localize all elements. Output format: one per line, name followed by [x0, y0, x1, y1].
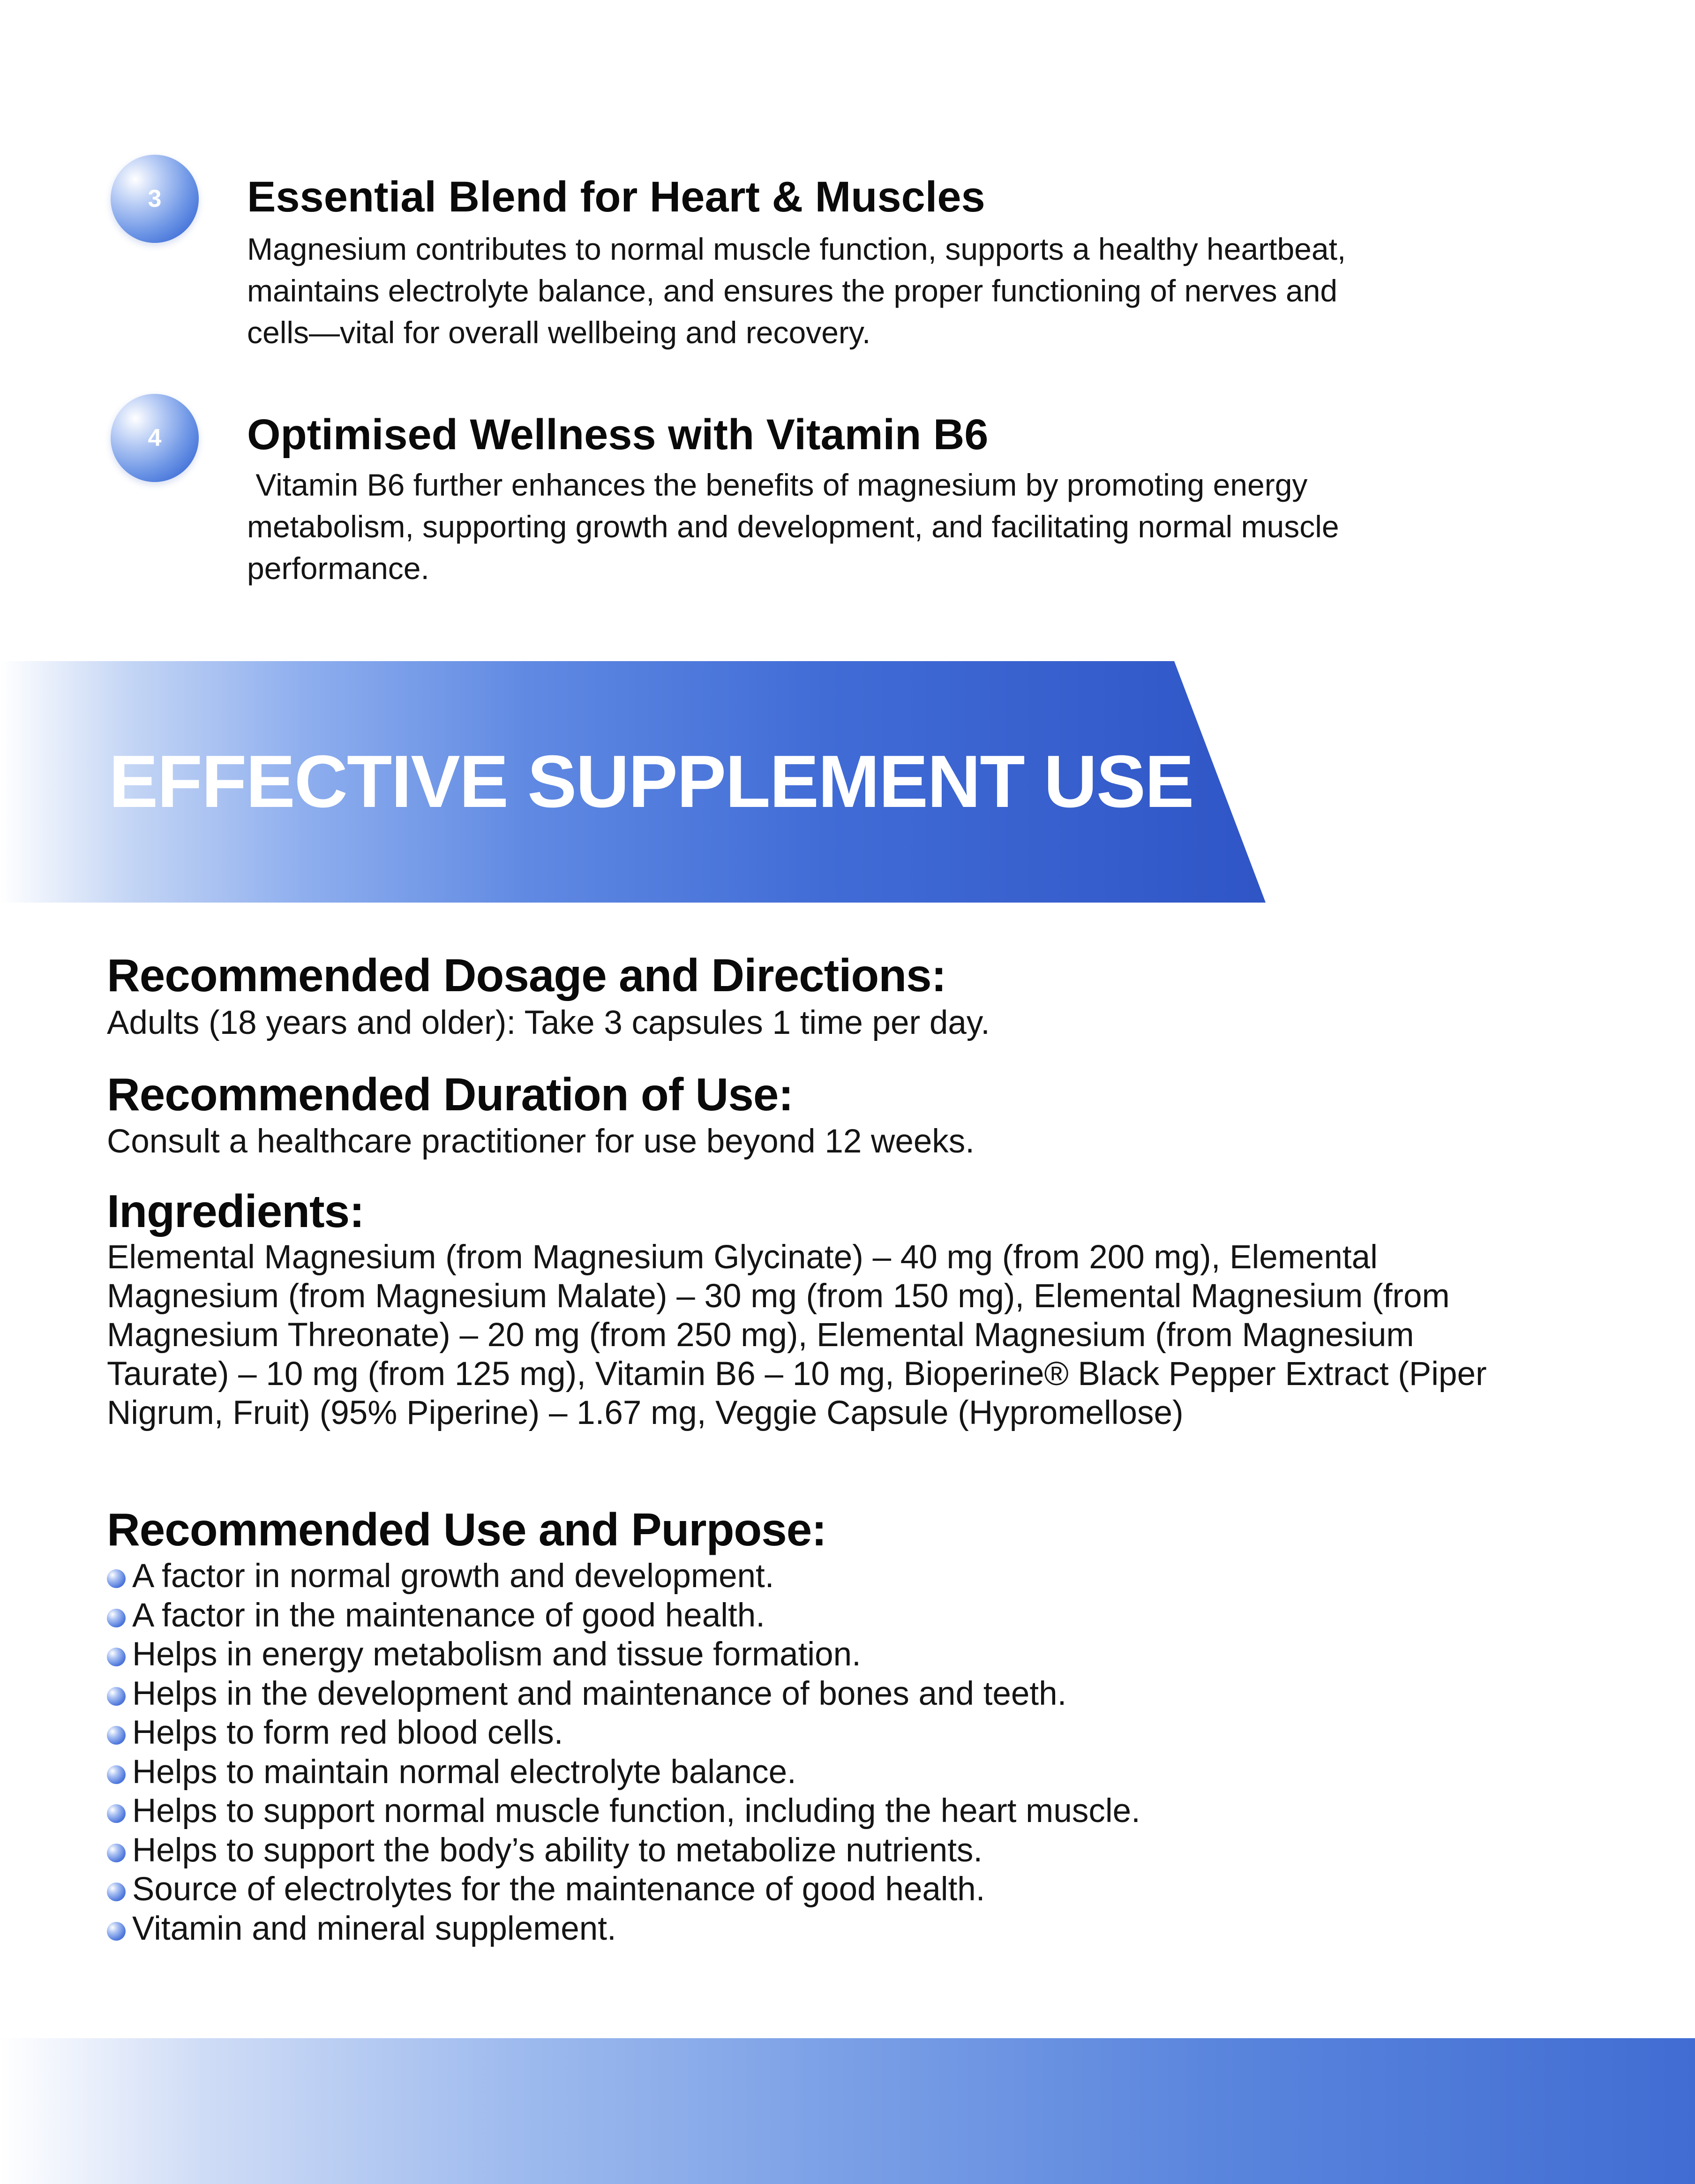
list-item-text: Helps to form red blood cells. [132, 1714, 563, 1751]
bullet-icon [107, 1687, 126, 1706]
list-item [107, 1635, 1140, 1674]
benefit-title: Essential Blend for Heart & Muscles [247, 173, 985, 221]
number-badge-icon [111, 394, 199, 482]
benefit-number: 3 [148, 185, 162, 212]
bullet-icon [107, 1844, 126, 1862]
number-badge-icon [111, 155, 199, 243]
list-item [107, 1753, 1140, 1792]
bullet-icon [107, 1922, 126, 1941]
ingredients-heading: Ingredients: [107, 1185, 364, 1237]
dosage-text: Adults (18 years and older): Take 3 capsules 1 time per day. [107, 1004, 990, 1041]
list-item-text: A factor in normal growth and development. [132, 1558, 774, 1595]
list-item-text: Vitamin and mineral supplement. [132, 1910, 616, 1947]
purpose-list [107, 1557, 1140, 1948]
bullet-icon [107, 1804, 126, 1823]
list-item [107, 1674, 1140, 1714]
benefit-title: Optimised Wellness with Vitamin B6 [247, 411, 989, 459]
footer-gradient-bar [0, 2038, 1695, 2184]
list-item-text: Helps to maintain normal electrolyte balance. [132, 1753, 796, 1791]
list-item [107, 1870, 1140, 1909]
list-item [107, 1792, 1140, 1831]
purpose-heading: Recommended Use and Purpose: [107, 1504, 826, 1555]
bullet-icon [107, 1726, 126, 1745]
bullet-icon [107, 1765, 126, 1784]
dosage-heading: Recommended Dosage and Directions: [107, 949, 946, 1001]
list-item [107, 1713, 1140, 1753]
list-item [107, 1831, 1140, 1870]
ingredients-text: Elemental Magnesium (from Magnesium Glycinate) – 40 mg (from 200 mg), Elemental Magnesium (from Magnesium Malate) – 30 mg (from 150 mg), Elemental Magnesium (from Magnesium Threonate) – 20 mg (from 250 mg), Elemental Magnesium (from Magnesium Taurate) – 10 mg (from 125 mg), Vitamin B6 – 10 mg, Bioperine® Black Pepper Extract (Piper Nigrum, Fruit) (95% Piperine) – 1.67 mg, Veggie Capsule (Hypromellose) [107, 1239, 1487, 1431]
benefit-description: Magnesium contributes to normal muscle function, supports a healthy heartbeat, maintains electrolyte balance, and ensures the proper functioning of nerves and cells—vital for overall wellbeing and recovery. [247, 232, 1346, 350]
benefit-description: Vitamin B6 further enhances the benefits of magnesium by promoting energy metabolism, supporting growth and development, and facilitating normal muscle performance. [247, 467, 1339, 586]
bullet-icon [107, 1883, 126, 1901]
banner-title: EFFECTIVE SUPPLEMENT USE [109, 740, 1193, 823]
duration-heading: Recommended Duration of Use: [107, 1069, 793, 1120]
list-item-text: Helps in the development and maintenance of bones and teeth. [132, 1675, 1067, 1712]
list-item-text: Helps to support the body’s ability to metabolize nutrients. [132, 1831, 983, 1869]
bullet-icon [107, 1569, 126, 1588]
list-item [107, 1909, 1140, 1949]
list-item [107, 1596, 1140, 1635]
duration-text: Consult a healthcare practitioner for use beyond 12 weeks. [107, 1123, 975, 1160]
list-item [107, 1557, 1140, 1596]
list-item-text: Source of electrolytes for the maintenance of good health. [132, 1871, 985, 1908]
bullet-icon [107, 1648, 126, 1666]
bullet-icon [107, 1609, 126, 1627]
list-item-text: A factor in the maintenance of good health. [132, 1597, 765, 1634]
benefit-number: 4 [148, 424, 162, 452]
list-item-text: Helps in energy metabolism and tissue formation. [132, 1636, 861, 1673]
list-item-text: Helps to support normal muscle function, including the heart muscle. [132, 1792, 1140, 1830]
